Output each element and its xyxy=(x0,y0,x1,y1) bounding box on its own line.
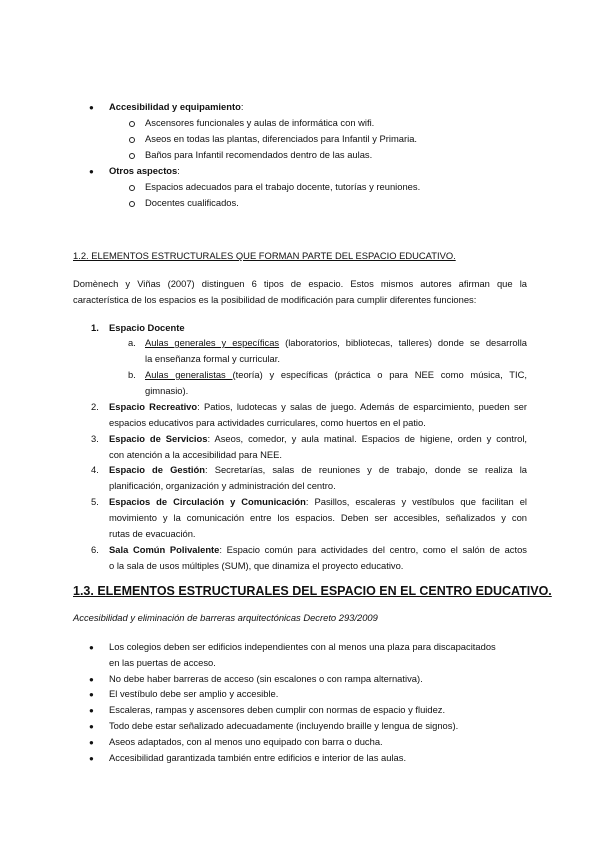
item-line: Espacio Recreativo: Patios, ludotecas y salas de juego. Además de esparcimiento, pueden ser xyxy=(109,401,528,412)
item-letter: b. xyxy=(128,369,136,380)
sub-item: Ascensores funcionales y aulas de informática con wifi. xyxy=(145,117,375,128)
list-item: El vestíbulo debe ser amplio y accesible. xyxy=(109,688,279,699)
sub-item: Espacios adecuados para el trabajo docente, tutorías y reuniones. xyxy=(145,181,421,192)
section-heading: 1.2. ELEMENTOS ESTRUCTURALES QUE FORMAN PARTE DEL ESPACIO EDUCATIVO. xyxy=(73,250,456,261)
item-line: movimiento y la comunicación entre los espacios. Deben ser accesibles, señalizados y con xyxy=(109,512,527,523)
bullet-icon: ● xyxy=(89,706,94,715)
item-line: Espacios de Circulación y Comunicación: Pasillos, escaleras y vestíbulos que facilitan el xyxy=(109,496,527,507)
item-line: con atención a la accesibilidad para NEE. xyxy=(109,449,283,460)
sub-item: Baños para Infantil recomendados dentro de las aulas. xyxy=(145,149,373,160)
item-number: 6. xyxy=(91,544,99,555)
list-item: Aseos adaptados, con al menos uno equipado con barra o ducha. xyxy=(109,736,383,747)
item-title: Otros aspectos xyxy=(109,165,178,176)
list-item: No debe haber barreras de acceso (sin escalones o con rampa alternativa). xyxy=(109,673,423,684)
item-line: o la sala de usos múltiples (SUM), que dinamiza el proyecto educativo. xyxy=(109,560,404,571)
item-number: 4. xyxy=(91,464,99,475)
list-item: Accesibilidad garantizada también entre edificios e interior de las aulas. xyxy=(109,752,407,763)
sub-item-line: Aulas generales y específicas (laboratorios, bibliotecas, talleres) donde se desarrolla xyxy=(145,337,527,348)
list-item: Otros aspectos: xyxy=(109,165,180,176)
sub-item-line: la enseñanza formal y curricular. xyxy=(145,353,280,364)
item-line: Espacio de Gestión: Secretarías, salas de reuniones y de trabajo, donde se realiza la xyxy=(109,464,527,475)
bullet-icon: ● xyxy=(89,754,94,763)
item-number: 3. xyxy=(91,433,99,444)
bullet-icon: ● xyxy=(89,103,94,112)
list-item: Todo debe estar señalizado adecuadamente (incluyendo braille y lengua de signos). xyxy=(109,720,459,731)
item-number: 5. xyxy=(91,496,99,507)
section-subtitle: Accesibilidad y eliminación de barreras arquitectónicas Decreto 293/2009 xyxy=(73,612,378,623)
paragraph-line: característica de los espacios es la posibilidad de modificación para cumplir diferentes funciones: xyxy=(73,294,477,305)
item-title: Accesibilidad y equipamiento xyxy=(109,101,241,112)
bullet-icon: ● xyxy=(89,690,94,699)
sub-item-line: gimnasio). xyxy=(145,385,189,396)
item-number: 1. xyxy=(91,322,99,333)
sub-item: Aseos en todas las plantas, diferenciados para Infantil y Primaria. xyxy=(145,133,418,144)
list-item: Los colegios deben ser edificios independientes con al menos una plaza para discapacitados xyxy=(109,641,496,652)
list-item: Accesibilidad y equipamiento: xyxy=(109,101,244,112)
circle-bullet-icon xyxy=(129,185,135,191)
list-item: en las puertas de acceso. xyxy=(109,657,216,668)
bullet-icon: ● xyxy=(89,675,94,684)
bullet-icon: ● xyxy=(89,167,94,176)
circle-bullet-icon xyxy=(129,121,135,127)
paragraph-line: Domènech y Viñas (2007) distinguen 6 tipos de espacio. Estos mismos autores afirman que la xyxy=(73,278,527,289)
list-item: Escaleras, rampas y ascensores deben cumplir con normas de espacio y fluidez. xyxy=(109,704,446,715)
bullet-icon: ● xyxy=(89,738,94,747)
section-heading: 1.3. ELEMENTOS ESTRUCTURALES DEL ESPACIO EN EL CENTRO EDUCATIVO. xyxy=(73,584,552,598)
item-line: Sala Común Polivalente: Espacio común para actividades del centro, como el salón de actos xyxy=(109,544,527,555)
item-line: rutas de evacuación. xyxy=(109,528,196,539)
circle-bullet-icon xyxy=(129,201,135,207)
item-line: Espacio de Servicios: Aseos, comedor, y aula matinal. Espacios de higiene, orden y control, xyxy=(109,433,528,444)
sub-item: Docentes cualificados. xyxy=(145,197,239,208)
item-letter: a. xyxy=(128,337,136,348)
item-line: espacios educativos para actividades curriculares, como huertos en el patio. xyxy=(109,417,426,428)
circle-bullet-icon xyxy=(129,137,135,143)
circle-bullet-icon xyxy=(129,153,135,159)
item-title: Espacio Docente xyxy=(109,322,185,333)
bullet-icon: ● xyxy=(89,722,94,731)
item-line: planificación, organización y administración del centro. xyxy=(109,480,336,491)
bullet-icon: ● xyxy=(89,643,94,652)
sub-item-line: Aulas generalistas (teoría) y específicas (práctica o para NEE como música, TIC, xyxy=(145,369,527,380)
item-number: 2. xyxy=(91,401,99,412)
